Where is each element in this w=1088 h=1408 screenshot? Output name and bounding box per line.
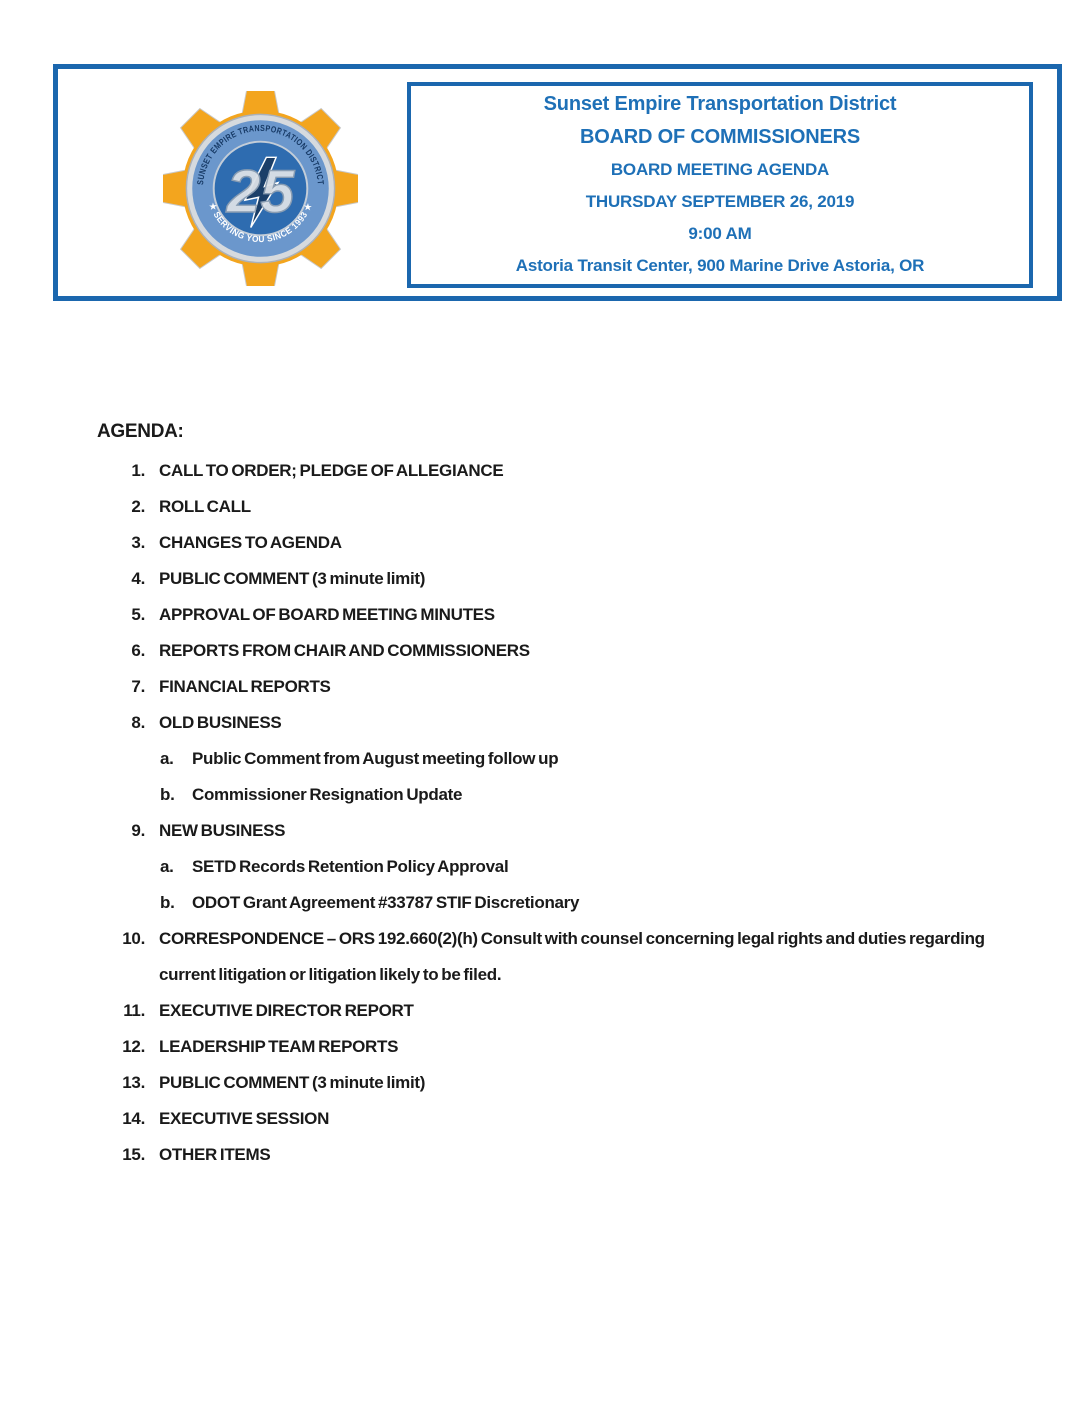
meeting-location: Astoria Transit Center, 900 Marine Drive Astoria, OR — [515, 256, 925, 275]
seal-arc-top-text: SUNSET EMPIRE TRANSPORTATION DISTRICT — [195, 122, 327, 187]
district-logo — [163, 91, 358, 286]
board-name: BOARD OF COMMISSIONERS — [579, 126, 861, 148]
subitem-text: ODOT Grant Agreement #33787 STIF Discretionary — [192, 893, 580, 912]
agenda-item-4 — [97, 561, 1030, 597]
agenda-subitem-8b — [97, 777, 1030, 813]
item-number: 15. — [122, 1145, 145, 1164]
item-number: 10. — [122, 929, 145, 948]
item-number: 4. — [131, 569, 145, 588]
item-text: PUBLIC COMMENT (3 minute limit) — [159, 1073, 426, 1092]
agenda-item-2 — [97, 489, 1030, 525]
agenda-subitem-9b — [97, 885, 1030, 921]
agenda-item-3 — [97, 525, 1030, 561]
item-number: 2. — [131, 497, 145, 516]
subitem-text: Commissioner Resignation Update — [192, 785, 463, 804]
subitem-letter: a. — [160, 749, 174, 768]
item-number: 12. — [122, 1037, 145, 1056]
agenda-item-6 — [97, 633, 1030, 669]
agenda-item-11 — [97, 993, 1030, 1029]
agenda-item-9 — [97, 813, 1030, 849]
subitem-letter: b. — [160, 893, 175, 912]
subitem-letter: b. — [160, 785, 175, 804]
item-text: OLD BUSINESS — [159, 713, 282, 732]
agenda-item-13 — [97, 1065, 1030, 1101]
agenda-item-7 — [97, 669, 1030, 705]
item-text: OTHER ITEMS — [159, 1145, 271, 1164]
anniversary-number: 25 — [226, 156, 295, 225]
seal-arc-bottom-text: ★ SERVING YOU SINCE 1993 ★ — [207, 200, 314, 245]
item-text: LEADERSHIP TEAM REPORTS — [159, 1037, 399, 1056]
agenda-item-1 — [97, 453, 1030, 489]
agenda-item-5 — [97, 597, 1030, 633]
item-number: 3. — [131, 533, 145, 552]
anniversary-seal — [186, 114, 334, 262]
item-number: 13. — [122, 1073, 145, 1092]
item-text: REPORTS FROM CHAIR AND COMMISSIONERS — [159, 641, 530, 660]
item-number: 7. — [131, 677, 145, 696]
agenda-item-10 — [97, 921, 1030, 993]
agenda-item-14 — [97, 1101, 1030, 1137]
agenda-subitem-8a — [97, 741, 1030, 777]
item-text: EXECUTIVE DIRECTOR REPORT — [159, 1001, 414, 1020]
item-text: CHANGES TO AGENDA — [159, 533, 342, 552]
item-text: CORRESPONDENCE – ORS 192.660(2)(h) Consult with counsel concerning legal rights and duties regarding current litigation or litigation likely to be filed. — [159, 929, 985, 984]
subitem-letter: a. — [160, 857, 174, 876]
title-box — [407, 82, 1033, 288]
item-text: PUBLIC COMMENT (3 minute limit) — [159, 569, 426, 588]
item-number: 8. — [131, 713, 145, 732]
item-text: ROLL CALL — [159, 497, 251, 516]
meeting-time: 9:00 AM — [688, 224, 752, 243]
header-banner — [53, 64, 1062, 301]
agenda-item-8 — [97, 705, 1030, 741]
item-text: NEW BUSINESS — [159, 821, 286, 840]
item-number: 9. — [131, 821, 145, 840]
item-text: FINANCIAL REPORTS — [159, 677, 331, 696]
item-text: CALL TO ORDER; PLEDGE OF ALLEGIANCE — [159, 461, 504, 480]
subitem-text: Public Comment from August meeting follow up — [192, 749, 559, 768]
agenda-item-15 — [97, 1137, 1030, 1173]
meeting-date: THURSDAY SEPTEMBER 26, 2019 — [585, 192, 855, 211]
item-text: EXECUTIVE SESSION — [159, 1109, 330, 1128]
item-number: 14. — [122, 1109, 145, 1128]
subitem-text: SETD Records Retention Policy Approval — [192, 857, 509, 876]
item-number: 11. — [123, 1001, 145, 1020]
item-number: 6. — [131, 641, 145, 660]
agenda-item-12 — [97, 1029, 1030, 1065]
item-text: APPROVAL OF BOARD MEETING MINUTES — [159, 605, 495, 624]
agenda-subitem-9a — [97, 849, 1030, 885]
item-number: 1. — [131, 461, 145, 480]
agenda-heading: AGENDA: — [97, 421, 184, 442]
org-name: Sunset Empire Transportation District — [543, 93, 897, 115]
document-type: BOARD MEETING AGENDA — [610, 160, 830, 179]
agenda-section — [97, 419, 1030, 1173]
item-number: 5. — [131, 605, 145, 624]
